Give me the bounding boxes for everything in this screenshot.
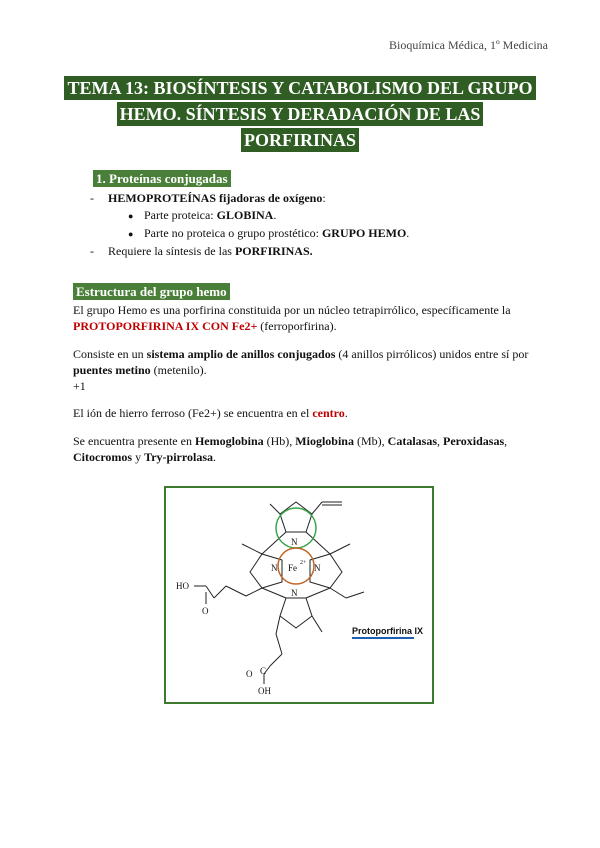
porphyrin-structure-diagram bbox=[166, 488, 432, 702]
list-subitem-grupo-hemo: ● Parte no proteica o grupo prostético: GRUPO HEMO. bbox=[128, 226, 410, 240]
hydroxyl-label-bottom: OH bbox=[258, 686, 271, 696]
section-2-heading: Estructura del grupo hemo bbox=[73, 283, 230, 301]
course-header: Bioquímica Médica, 1º Medicina bbox=[388, 38, 548, 52]
nitrogen-label-right: N bbox=[314, 563, 321, 573]
nitrogen-label-bottom: N bbox=[291, 588, 298, 598]
list-item-hemoproteinas: - HEMOPROTEÍNAS fijadoras de oxígeno: bbox=[90, 191, 326, 205]
oxygen-label-left: O bbox=[202, 606, 209, 616]
title-line-2: HEMO. SÍNTESIS Y DERADACIÓN DE LAS bbox=[117, 102, 484, 126]
paragraph-presence: Se encuentra presente en Hemoglobina (Hb), Mioglobina (Mb), Catalasas, Peroxidasas, Citocromos y Try-pirrolasa. bbox=[73, 434, 508, 464]
protoporphyrin-figure bbox=[164, 486, 434, 704]
nitrogen-label-left: N bbox=[271, 563, 278, 573]
pyrrole-ring-bottom bbox=[280, 598, 312, 628]
figure-caption: Protoporfirina IX bbox=[352, 626, 424, 636]
nitrogen-label-top: N bbox=[291, 537, 298, 547]
paragraph-iron: El ión de hierro ferroso (Fe2+) se encuentra en el centro. bbox=[73, 406, 348, 420]
oxygen-label-bottom: O bbox=[246, 669, 253, 679]
title-line-1: TEMA 13: BIOSÍNTESIS Y CATABOLISMO DEL GRUPO bbox=[64, 76, 535, 100]
pyrrole-ring-top bbox=[280, 502, 312, 532]
iron-label: Fe bbox=[288, 563, 297, 573]
hydroxyl-label-left: HO bbox=[176, 581, 189, 591]
list-subitem-globina: ● Parte proteica: GLOBINA. bbox=[128, 208, 277, 222]
paragraph-structure: Consiste en un sistema amplio de anillos conjugados (4 anillos pirrólicos) unidos entre sí por puentes metino (metenilo). +1 bbox=[73, 347, 529, 393]
section-1-heading: 1. Proteínas conjugadas bbox=[93, 170, 231, 188]
title-line-3: PORFIRINAS bbox=[241, 128, 359, 152]
document-title bbox=[0, 76, 600, 154]
paragraph-definition: El grupo Hemo es una porfirina constituida por un núcleo tetrapirrólico, específicamente la PROTOPORFIRINA IX CON Fe2+ (ferroporfirina). bbox=[73, 303, 511, 333]
list-item-porfirinas: - Requiere la síntesis de las PORFIRINAS. bbox=[90, 244, 313, 258]
section-1-list bbox=[90, 190, 409, 260]
carbon-label-bottom: C bbox=[260, 666, 267, 676]
iron-charge-label: 2+ bbox=[300, 560, 307, 566]
